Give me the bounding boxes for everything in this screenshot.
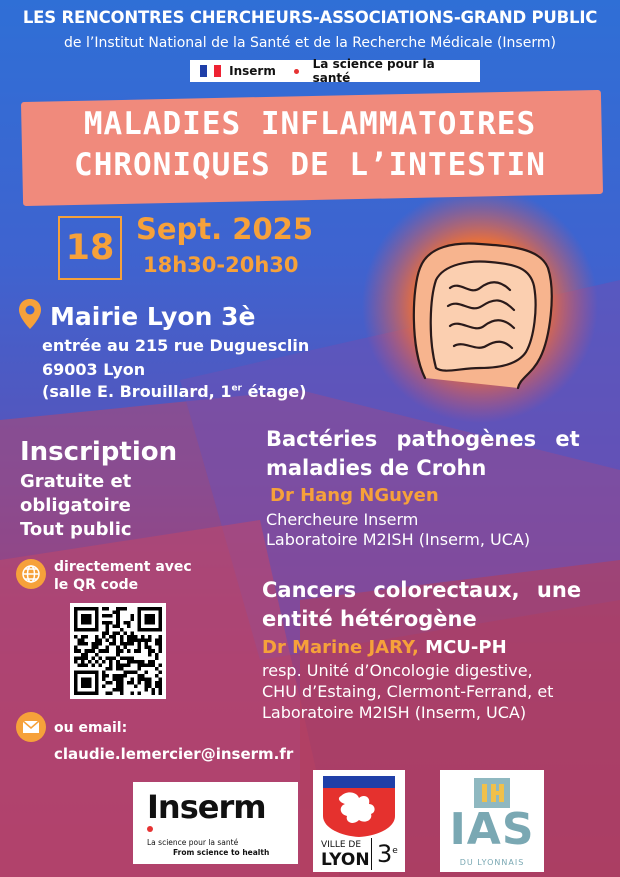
inscription-line-1: Gratuite et <box>20 471 132 492</box>
talk-1-speaker: Dr Hang NGuyen <box>270 485 439 506</box>
inserm-banner <box>190 57 480 85</box>
event-day: 18 <box>58 216 122 280</box>
talk-2-affiliation-2: CHU d’Estaing, Clermont-Ferrand, et <box>262 682 554 701</box>
talk-1-title-line-1: Bactéries pathogènes et <box>266 427 580 451</box>
venue-name: Mairie Lyon 3è <box>50 302 256 331</box>
talk-1-title-line-2: maladies de Crohn <box>266 456 487 480</box>
talk-2-speaker: Dr Marine JARY, <box>262 637 419 658</box>
inscription-line-2: obligatoire <box>20 495 131 516</box>
talk-1-affiliation-1: Chercheure Inserm <box>266 510 419 529</box>
lyon-prefix: VILLE DE <box>321 840 362 850</box>
lyon-district-number: 3 <box>377 840 393 868</box>
address-line-2: 69003 Lyon <box>42 360 146 379</box>
institution-name: de l’Institut National de la Santé et de la Recherche Médicale (Inserm) <box>64 35 556 51</box>
lyon-name: LYON <box>321 850 370 870</box>
address-floor-suffix: er <box>231 383 242 394</box>
inscription-title: Inscription <box>20 437 178 467</box>
intestine-illustration <box>400 228 560 398</box>
french-flag-icon <box>200 65 221 77</box>
lyon-district-suffix: e <box>392 846 398 856</box>
talk-2-title-line-1: Cancers colorectaux, une <box>262 578 582 602</box>
lion-crest-icon <box>319 774 399 838</box>
ville-lyon-logo <box>313 770 405 872</box>
title-line-2: CHRONIQUES DE L’INTESTIN <box>74 147 546 183</box>
lyon-divider <box>371 838 372 870</box>
talk-2-title-line-2: entité hétérogène <box>262 607 477 631</box>
inserm-logo <box>133 782 298 864</box>
event-time: 18h30-20h30 <box>143 253 299 277</box>
inserm-tagline: La science pour la santé <box>312 57 435 85</box>
ias-subtitle: DU LYONNAIS <box>459 858 525 867</box>
inserm-logo-sub-2: From science to health <box>173 848 270 857</box>
talk-2-affiliation-1: resp. Unité d’Oncologie digestive, <box>262 661 533 680</box>
series-title: LES RENCONTRES CHERCHEURS-ASSOCIATIONS-GRAND PUBLIC <box>22 8 598 27</box>
dot-icon <box>147 826 153 832</box>
event-month-year: Sept. 2025 <box>136 212 314 246</box>
email-link[interactable]: claudie.lemercier@inserm.fr <box>54 745 294 763</box>
title-line-1: MALADIES INFLAMMATOIRES <box>83 106 537 142</box>
qr-instruction-2: le QR code <box>54 577 139 593</box>
ias-logo <box>440 770 544 872</box>
address-room: (salle E. Brouillard, 1 <box>42 382 232 401</box>
talk-2-affiliation-3: Laboratoire M2ISH (Inserm, UCA) <box>262 703 527 722</box>
dot-icon <box>294 69 299 74</box>
address-floor: étage) <box>242 382 307 401</box>
talk-2-speaker-role: MCU-PH <box>425 637 507 658</box>
email-label: ou email: <box>54 720 128 736</box>
inserm-logo-sub-1: La science pour la santé <box>147 838 239 847</box>
address-line-1: entrée au 215 rue Duguesclin <box>42 336 310 355</box>
address-line-3 <box>42 382 306 401</box>
talk-1-affiliation-2: Laboratoire M2ISH (Inserm, UCA) <box>266 530 531 549</box>
location-pin-icon <box>18 298 42 330</box>
ias-name: IAS <box>449 804 535 855</box>
qr-instruction-1: directement avec <box>54 559 192 575</box>
lyon-district <box>377 840 398 868</box>
mail-icon <box>16 712 46 742</box>
talk-2-speaker-line <box>262 637 507 658</box>
globe-icon <box>16 559 46 589</box>
inserm-banner-label: Inserm <box>229 64 276 78</box>
inscription-line-3: Tout public <box>20 519 132 540</box>
inserm-logo-name: Inserm <box>147 788 266 826</box>
qr-code-icon[interactable] <box>70 603 166 699</box>
